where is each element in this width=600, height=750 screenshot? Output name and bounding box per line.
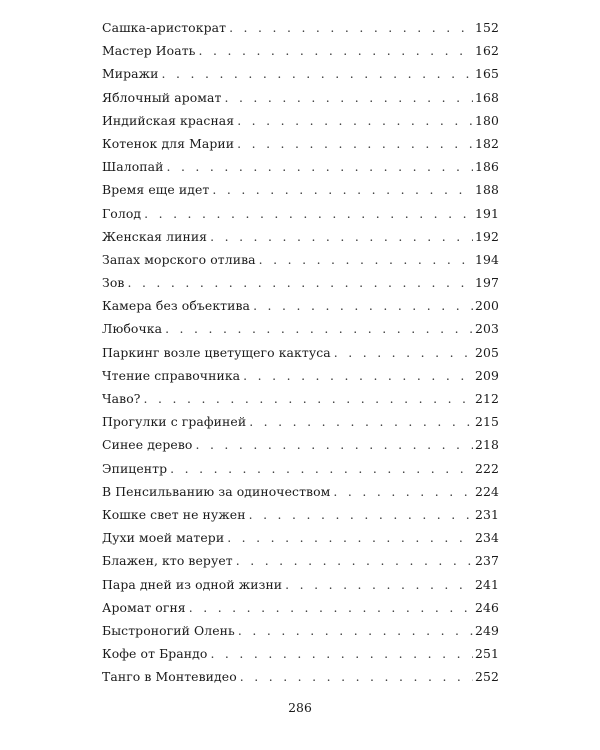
toc-entry-page: 237 (475, 553, 499, 569)
toc-dot-leader (240, 665, 473, 688)
toc-entry (102, 410, 499, 433)
toc-dot-leader (259, 248, 473, 271)
toc-entry (102, 155, 499, 178)
toc-entry-page: 231 (475, 506, 499, 522)
toc-entry (102, 16, 499, 39)
toc-dot-leader (127, 271, 473, 294)
toc-entry-page: 205 (475, 344, 499, 360)
toc-entry-title: Индийская красная (102, 112, 235, 128)
toc-entry-page: 186 (475, 159, 499, 175)
toc-entry (102, 86, 499, 109)
toc-entry-page: 191 (475, 205, 499, 221)
toc-entry-title: Паркинг возле цветущего кактуса (102, 344, 331, 360)
toc-entry-title: Камера без объектива (102, 298, 251, 314)
toc-entry (102, 503, 499, 526)
toc-entry (102, 132, 499, 155)
toc-entry-page: 215 (475, 414, 499, 430)
toc-entry-title: Прогулки с графиней (102, 414, 247, 430)
toc-entry-page: 165 (475, 66, 499, 82)
toc-entry-title: Сашка-аристократ (102, 20, 227, 35)
toc-dot-leader (236, 549, 473, 572)
toc-entry-page: 251 (475, 646, 499, 662)
toc-dot-leader (170, 457, 473, 480)
toc-entry-title: Миражи (102, 66, 159, 82)
toc-entry-title: Любочка (102, 321, 163, 337)
toc-entry-page: 180 (475, 112, 499, 128)
toc-dot-leader (210, 642, 473, 665)
toc-dot-leader (227, 526, 473, 549)
toc-entry-title: Чтение справочника (102, 367, 241, 383)
toc-dot-leader (253, 294, 473, 317)
toc-entry (102, 619, 499, 642)
toc-entry (102, 225, 499, 248)
toc-dot-leader (165, 317, 473, 340)
toc-entry-title: Чаво? (102, 391, 141, 406)
toc-dot-leader (144, 387, 474, 410)
toc-entry-title: Эпицентр (102, 460, 168, 476)
toc-entry (102, 642, 499, 665)
toc-entry-page: 224 (475, 483, 499, 499)
toc-dot-leader (249, 503, 473, 526)
toc-dot-leader (210, 225, 473, 248)
toc-entry (102, 271, 499, 294)
toc-entry-page: 152 (475, 20, 499, 35)
toc-entry (102, 39, 499, 62)
toc-entry-page: 203 (475, 321, 499, 337)
toc-entry-title: Мастер Иоать (102, 43, 196, 59)
toc-entry-title: Кошке свет не нужен (102, 506, 246, 522)
toc-dot-leader (144, 202, 473, 225)
toc-entry-page: 234 (475, 530, 499, 546)
toc-entry (102, 573, 499, 596)
toc-dot-leader (238, 619, 473, 642)
toc-entry-page: 249 (475, 622, 499, 638)
toc-entry (102, 596, 499, 619)
toc-entry-title: Голод (102, 205, 142, 221)
toc-entry-title: Женская линия (102, 228, 208, 244)
toc-entry-page: 241 (475, 576, 499, 592)
toc-entry-page: 200 (475, 298, 499, 314)
toc-entry (102, 387, 499, 410)
toc-dot-leader (199, 39, 474, 62)
toc-entry (102, 457, 499, 480)
toc-entry (102, 549, 499, 572)
toc-entry-page: 252 (475, 669, 499, 685)
toc-dot-leader (195, 433, 473, 456)
toc-entry (102, 248, 499, 271)
toc-entry-page: 246 (475, 599, 499, 615)
toc-entry-page: 182 (475, 135, 499, 151)
toc-entry-page: 188 (475, 182, 499, 198)
toc-entry-page: 168 (475, 89, 499, 105)
toc-entry-title: Танго в Монтевидео (102, 669, 237, 685)
toc-entry-title: Зов (102, 275, 125, 291)
toc-dot-leader (237, 132, 473, 155)
toc-dot-leader (224, 86, 473, 109)
toc-dot-leader (285, 573, 473, 596)
toc-entry-title: Время еще идет (102, 182, 210, 198)
toc-entry-page: 197 (475, 275, 499, 291)
toc-entry (102, 317, 499, 340)
toc-dot-leader (333, 480, 473, 503)
toc-entry-title: Аромат огня (102, 599, 186, 615)
toc-entry (102, 665, 499, 688)
toc-entry (102, 62, 499, 85)
toc-entry-page: 192 (475, 228, 499, 244)
toc-entry-title: В Пенсильванию за одиночеством (102, 483, 331, 499)
toc-dot-leader (334, 341, 473, 364)
toc-entry-title: Яблочный аромат (102, 89, 222, 105)
toc-entry-title: Синее дерево (102, 437, 193, 453)
toc-entry-title: Духи моей матери (102, 530, 225, 546)
toc-entry-title: Кофе от Брандо (102, 646, 208, 662)
toc-entry (102, 341, 499, 364)
toc-entry-page: 222 (475, 460, 499, 476)
page-number: 286 (288, 700, 312, 715)
toc-entry (102, 294, 499, 317)
toc-entry-page: 212 (475, 391, 499, 406)
toc-dot-leader (166, 155, 473, 178)
toc-entry-title: Запах морского отлива (102, 251, 256, 267)
toc-entry-title: Пара дней из одной жизни (102, 576, 283, 592)
toc-entry (102, 526, 499, 549)
toc-entry-page: 194 (475, 251, 499, 267)
toc-dot-leader (212, 178, 473, 201)
table-of-contents (102, 16, 499, 688)
toc-entry (102, 178, 499, 201)
toc-dot-leader (189, 596, 473, 619)
toc-entry-page: 162 (475, 43, 499, 59)
toc-entry (102, 480, 499, 503)
toc-entry-page: 209 (475, 367, 499, 383)
toc-entry-title: Шалопай (102, 159, 164, 175)
toc-entry-title: Быстроногий Олень (102, 622, 235, 638)
toc-dot-leader (229, 16, 473, 39)
toc-entry (102, 364, 499, 387)
toc-dot-leader (237, 109, 473, 132)
toc-entry-title: Блажен, кто верует (102, 553, 233, 569)
toc-entry-title: Котенок для Марии (102, 135, 235, 151)
toc-dot-leader (249, 410, 473, 433)
toc-entry (102, 202, 499, 225)
toc-entry (102, 433, 499, 456)
toc-dot-leader (243, 364, 473, 387)
toc-dot-leader (162, 62, 474, 85)
toc-entry-page: 218 (475, 437, 499, 453)
toc-entry (102, 109, 499, 132)
